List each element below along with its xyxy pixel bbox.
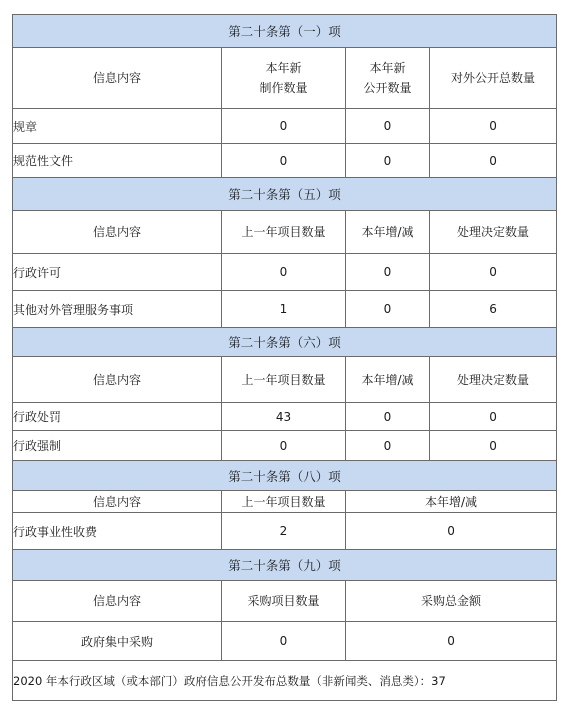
cell-value: 0 — [430, 254, 557, 291]
section-title: 第二十条第（九）项 — [13, 550, 557, 581]
column-header: 上一年项目数量 — [222, 491, 346, 513]
column-header: 处理决定数量 — [430, 211, 557, 254]
disclosure-table — [12, 14, 557, 701]
column-header: 处理决定数量 — [430, 357, 557, 403]
row-label: 行政处罚 — [13, 403, 222, 431]
row-label: 行政许可 — [13, 254, 222, 291]
row-label: 行政强制 — [13, 431, 222, 461]
cell-value: 0 — [222, 622, 346, 661]
cell-value: 0 — [346, 431, 430, 461]
cell-value: 0 — [222, 431, 346, 461]
cell-value: 0 — [222, 144, 346, 178]
row-label: 政府集中采购 — [13, 622, 222, 661]
row-label: 其他对外管理服务事项 — [13, 291, 222, 328]
section-title: 第二十条第（五）项 — [13, 178, 557, 211]
column-header: 上一年项目数量 — [222, 211, 346, 254]
section-title: 第二十条第（六）项 — [13, 328, 557, 357]
cell-value: 0 — [430, 109, 557, 144]
column-header: 信息内容 — [13, 211, 222, 254]
cell-value: 0 — [346, 144, 430, 178]
column-header: 本年增/减 — [346, 357, 430, 403]
cell-value: 0 — [346, 254, 430, 291]
row-label: 规章 — [13, 109, 222, 144]
cell-value: 0 — [430, 403, 557, 431]
row-label: 规范性文件 — [13, 144, 222, 178]
column-header: 对外公开总数量 — [430, 48, 557, 109]
cell-value: 0 — [346, 291, 430, 328]
cell-value: 0 — [346, 403, 430, 431]
cell-value: 0 — [430, 431, 557, 461]
cell-value: 0 — [346, 622, 557, 661]
cell-value: 0 — [346, 513, 557, 550]
cell-value: 2 — [222, 513, 346, 550]
column-header: 采购总金额 — [346, 581, 557, 622]
column-header: 采购项目数量 — [222, 581, 346, 622]
cell-value: 0 — [346, 109, 430, 144]
column-header: 本年增/减 — [346, 211, 430, 254]
section-title: 第二十条第（一）项 — [13, 15, 557, 48]
column-header: 上一年项目数量 — [222, 357, 346, 403]
column-header: 信息内容 — [13, 581, 222, 622]
cell-value: 0 — [222, 109, 346, 144]
column-header: 信息内容 — [13, 491, 222, 513]
total-summary: 2020 年本行政区域（或本部门）政府信息公开发布总数量（非新闻类、消息类）：37 — [13, 661, 557, 701]
cell-value: 0 — [222, 254, 346, 291]
row-label: 行政事业性收费 — [13, 513, 222, 550]
column-header: 信息内容 — [13, 48, 222, 109]
cell-value: 43 — [222, 403, 346, 431]
section-title: 第二十条第（八）项 — [13, 461, 557, 491]
cell-value: 1 — [222, 291, 346, 328]
cell-value: 6 — [430, 291, 557, 328]
column-header: 本年新 公开数量 — [346, 48, 430, 109]
cell-value: 0 — [430, 144, 557, 178]
column-header: 本年新 制作数量 — [222, 48, 346, 109]
column-header: 本年增/减 — [346, 491, 557, 513]
column-header: 信息内容 — [13, 357, 222, 403]
